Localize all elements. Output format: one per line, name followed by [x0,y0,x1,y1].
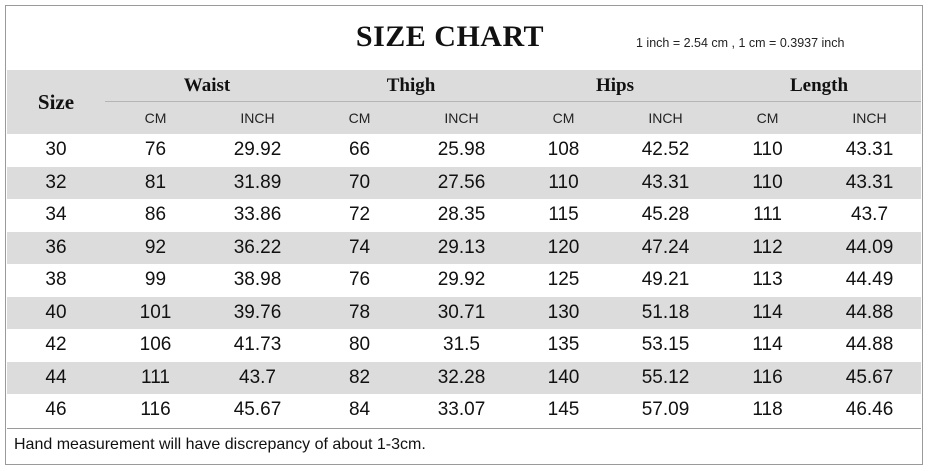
size-chart-table [7,70,921,427]
value-cell: 70 [309,167,410,200]
value-cell: 45.67 [233,399,282,421]
value-cell: 76 [348,269,371,291]
value-cell: 29.92 [437,269,486,291]
value-cell: 111 [105,362,206,395]
size-cell: 40 [7,297,105,330]
value-cell: 135 [547,334,580,356]
header-row-units [7,102,921,134]
value-cell: 31.5 [443,334,480,356]
value-cell: 33.07 [437,399,486,421]
value-cell: 86 [144,204,167,226]
value-cell: 92 [105,232,206,265]
value-cell: 101 [105,297,206,330]
value-cell: 44.88 [818,297,921,330]
size-cell: 32 [7,167,105,200]
value-cell: 33.86 [233,204,282,226]
value-cell: 120 [513,232,614,265]
value-cell: 108 [547,139,580,161]
size-cell: 46 [45,399,67,421]
table-row [7,329,921,362]
value-cell: 27.56 [410,167,513,200]
value-cell: 78 [309,297,410,330]
value-cell: 32.28 [410,362,513,395]
table-row [7,232,921,265]
group-header-waist: Waist [105,70,309,102]
value-cell: 55.12 [614,362,717,395]
size-header: Size [7,70,105,134]
size-rows [7,134,921,427]
value-cell: 51.18 [614,297,717,330]
value-cell: 99 [144,269,167,291]
unit-header: INCH [818,102,921,134]
value-cell: 49.21 [641,269,690,291]
group-header-hips: Hips [513,70,717,102]
value-cell: 74 [309,232,410,265]
value-cell: 116 [140,399,171,421]
value-cell: 115 [548,204,579,226]
value-cell: 44.88 [845,334,894,356]
value-cell: 30.71 [410,297,513,330]
value-cell: 53.15 [641,334,690,356]
value-cell: 112 [717,232,818,265]
value-cell: 114 [752,334,783,356]
value-cell: 140 [513,362,614,395]
value-cell: 43.31 [845,139,894,161]
value-cell: 72 [348,204,371,226]
value-cell: 31.89 [206,167,309,200]
value-cell: 29.92 [233,139,282,161]
table-row [7,394,921,427]
table-row [7,134,921,167]
value-cell: 66 [348,139,371,161]
unit-header: CM [513,102,614,134]
size-cell: 44 [7,362,105,395]
value-cell: 110 [752,139,783,161]
group-header-thigh: Thigh [309,70,513,102]
value-cell: 45.28 [641,204,690,226]
unit-conversion-note: 1 inch = 2.54 cm , 1 cm = 0.3937 inch [636,36,845,50]
unit-header: INCH [206,102,309,134]
size-cell: 30 [45,139,67,161]
size-cell: 42 [45,334,67,356]
page-title: SIZE CHART [355,20,545,53]
table-row [7,264,921,297]
group-header-length: Length [717,70,921,102]
table-row [7,167,921,200]
size-cell: 36 [7,232,105,265]
unit-header: CM [105,102,206,134]
value-cell: 106 [139,334,172,356]
value-cell: 41.73 [233,334,282,356]
value-cell: 57.09 [641,399,690,421]
unit-header: INCH [614,102,717,134]
value-cell: 25.98 [437,139,486,161]
unit-header: INCH [410,102,513,134]
value-cell: 44.49 [845,269,894,291]
value-cell: 76 [144,139,167,161]
value-cell: 43.31 [614,167,717,200]
table-row [7,199,921,232]
value-cell: 43.31 [818,167,921,200]
value-cell: 82 [309,362,410,395]
value-cell: 80 [348,334,371,356]
value-cell: 39.76 [206,297,309,330]
value-cell: 145 [547,399,580,421]
value-cell: 28.35 [437,204,486,226]
value-cell: 81 [105,167,206,200]
measurement-note: Hand measurement will have discrepancy of about 1-3cm. [14,436,426,453]
unit-header: CM [309,102,410,134]
value-cell: 84 [348,399,371,421]
value-cell: 29.13 [410,232,513,265]
value-cell: 44.09 [818,232,921,265]
value-cell: 43.7 [851,204,889,226]
value-cell: 118 [752,399,783,421]
value-cell: 116 [717,362,818,395]
value-cell: 111 [753,204,782,226]
value-cell: 46.46 [845,399,894,421]
value-cell: 42.52 [641,139,690,161]
header-row-groups [7,70,921,102]
value-cell: 110 [513,167,614,200]
table-row [7,297,921,330]
value-cell: 47.24 [614,232,717,265]
value-cell: 38.98 [233,269,282,291]
value-cell: 125 [547,269,580,291]
value-cell: 130 [513,297,614,330]
value-cell: 36.22 [206,232,309,265]
value-cell: 45.67 [818,362,921,395]
table-row [7,362,921,395]
size-cell: 38 [45,269,67,291]
value-cell: 43.7 [206,362,309,395]
size-cell: 34 [45,204,67,226]
value-cell: 113 [752,269,783,291]
unit-header: CM [717,102,818,134]
value-cell: 114 [717,297,818,330]
value-cell: 110 [717,167,818,200]
